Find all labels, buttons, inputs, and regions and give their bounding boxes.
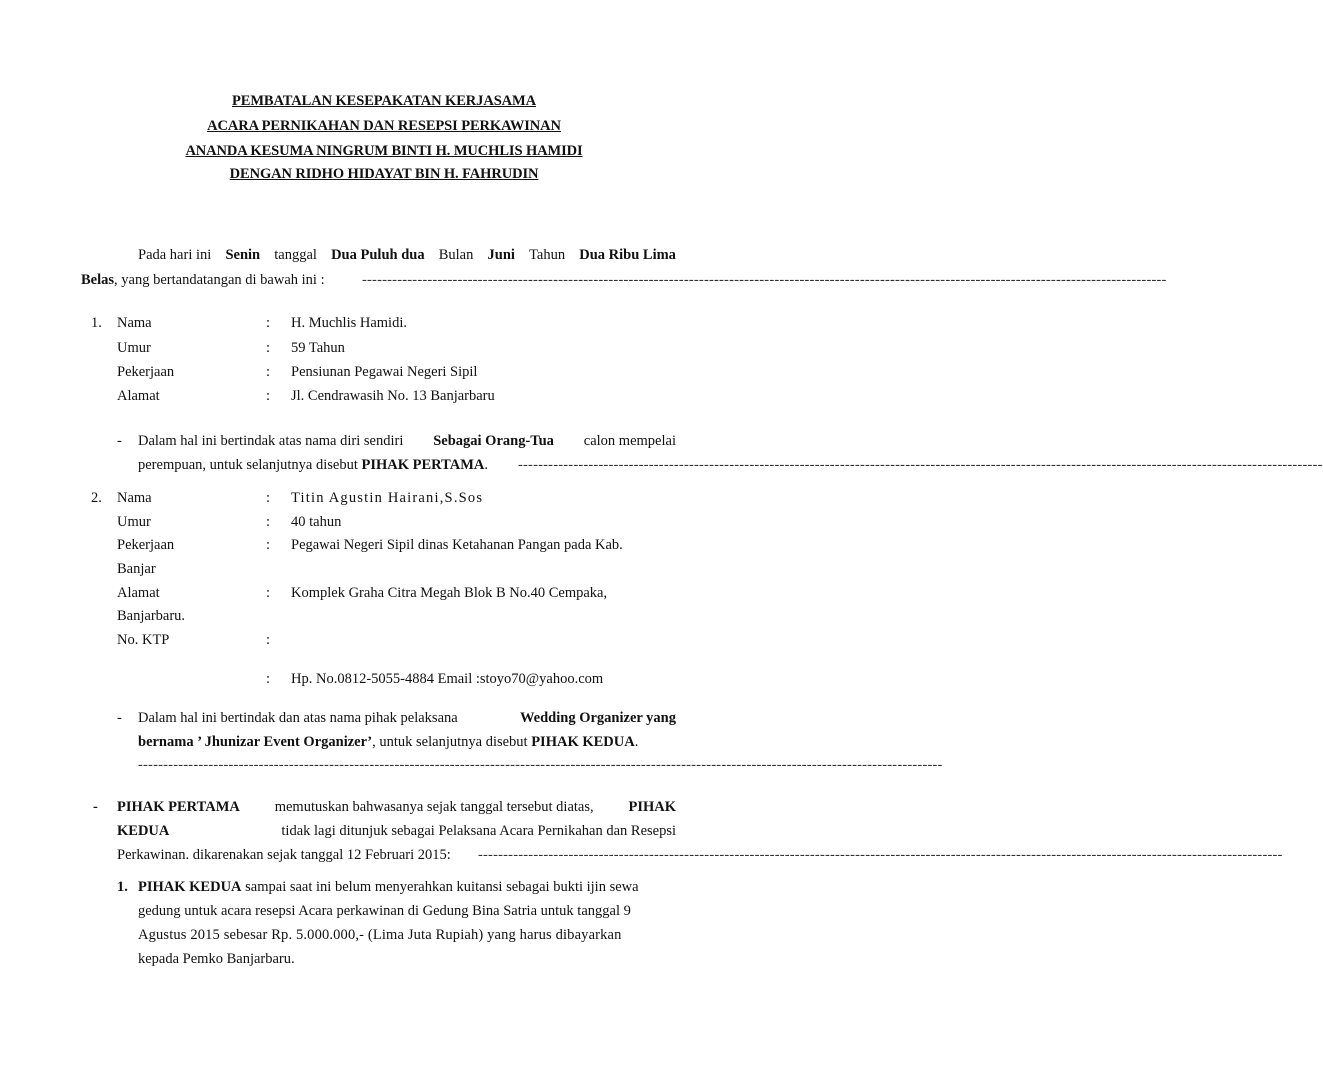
decision-line-3: Perkawinan. dikarenakan sejak tanggal 12 Februari 2015: (117, 847, 451, 863)
party1-age-colon: : (266, 340, 271, 356)
party1-note-text-c: calon mempelai (583, 433, 676, 449)
decision-bullet: - (93, 799, 98, 815)
party2-ktp-label: No. KTP (117, 632, 170, 648)
party2-organizer-name: bernama ’ Jhunizar Event Organizer’ (138, 734, 373, 750)
party1-note-line-2 (138, 457, 488, 474)
party1-note-bullet: - (117, 433, 122, 449)
party1-note-role: Sebagai Orang-Tua (433, 433, 554, 449)
party1-age: 59 Tahun (291, 340, 345, 356)
party1-designation: PIHAK PERTAMA (361, 457, 485, 473)
party2-ktp-colon: : (266, 632, 271, 648)
decision-party2: PIHAK (628, 799, 676, 815)
intro-text-3: Bulan (438, 247, 474, 263)
party2-age-label: Umur (117, 514, 151, 530)
party1-address: Jl. Cendrawasih No. 13 Banjarbaru (291, 388, 495, 404)
party1-job-colon: : (266, 364, 271, 380)
party1-number: 1. (91, 315, 102, 331)
decision-party2-cont: KEDUA (117, 823, 170, 839)
intro-text-5: , yang bertandatangan di bawah ini : (114, 272, 325, 288)
party2-contact: Hp. No.0812-5055-4884 Email :stoyo70@yahoo.com (291, 671, 604, 687)
party2-note-line-2 (138, 734, 638, 751)
point1-text-1: sampai saat ini belum menyerahkan kuitansi sebagai bukti ijin sewa (241, 879, 639, 895)
party1-name-label: Nama (117, 315, 152, 331)
intro-day: Senin (225, 247, 261, 263)
point1-line-2: gedung untuk acara resepsi Acara perkawinan di Gedung Bina Satria untuk tanggal 9 (138, 903, 631, 919)
party2-job: Pegawai Negeri Sipil dinas Ketahanan Pangan pada Kab. (291, 537, 623, 553)
decision-line-1 (117, 799, 676, 816)
party2-name: Titin Agustin Hairani,S.Sos (291, 490, 484, 506)
party1-name-colon: : (266, 315, 271, 331)
intro-text-1: Pada hari ini (138, 247, 212, 263)
party2-note-text-a: Dalam hal ini bertindak dan atas nama pihak pelaksana (138, 710, 458, 726)
decision-line-2 (117, 823, 676, 840)
party2-address: Komplek Graha Citra Megah Blok B No.40 Cempaka, (291, 585, 608, 601)
decision-text-2: tidak lagi ditunjuk sebagai Pelaksana Acara Pernikahan dan Resepsi (281, 823, 676, 839)
party2-job-label: Pekerjaan (117, 537, 175, 553)
intro-line-1 (138, 247, 676, 264)
party2-address-colon: : (266, 585, 271, 601)
title-line-1: PEMBATALAN KESEPAKATAN KERJASAMA (232, 93, 536, 109)
title-line-3: ANANDA KESUMA NINGRUM BINTI H. MUCHLIS HAMIDI (185, 143, 583, 159)
party1-note-text-d: perempuan, untuk selanjutnya disebut (138, 457, 362, 473)
party2-note-role: Wedding Organizer yang (519, 710, 676, 726)
point1-party: PIHAK KEDUA (138, 879, 242, 895)
intro-date: Dua Puluh dua (331, 247, 425, 263)
party1-job-label: Pekerjaan (117, 364, 175, 380)
decision-party1: PIHAK PERTAMA (117, 799, 240, 815)
intro-line-2 (81, 272, 325, 289)
intro-year: Dua Ribu Lima (579, 247, 676, 263)
party2-number: 2. (91, 490, 102, 506)
intro-month: Juni (487, 247, 515, 263)
party2-name-label: Nama (117, 490, 152, 506)
party2-note-line-1 (138, 710, 676, 727)
party1-address-colon: : (266, 388, 271, 404)
party1-note-text-a: Dalam hal ini bertindak atas nama diri sendiri (138, 433, 404, 449)
point1-line-3: Agustus 2015 sebesar Rp. 5.000.000,- (Lima Juta Rupiah) yang harus dibayarkan (138, 927, 622, 943)
party2-address-cont: Banjarbaru. (117, 608, 186, 624)
party2-job-colon: : (266, 537, 271, 553)
dash-fill: ---------------------------------------------------------------------------------------------------------------------------------------------------------------- (478, 847, 1283, 863)
party2-age: 40 tahun (291, 514, 342, 530)
party1-note-period: . (484, 457, 488, 473)
party2-note-period: . (634, 734, 639, 750)
title-line-2: ACARA PERNIKAHAN DAN RESEPSI PERKAWINAN (207, 118, 561, 134)
party2-note-bullet: - (117, 710, 122, 726)
decision-text-1: memutuskan bahwasanya sejak tanggal tersebut diatas, (274, 799, 594, 815)
party2-name-colon: : (266, 490, 271, 506)
party1-address-label: Alamat (117, 388, 160, 404)
party2-designation: PIHAK KEDUA (531, 734, 635, 750)
point1-number: 1. (117, 879, 128, 895)
party2-age-colon: : (266, 514, 271, 530)
party1-age-label: Umur (117, 340, 151, 356)
intro-year-cont: Belas (81, 272, 115, 288)
dash-fill: ---------------------------------------------------------------------------------------------------------------------------------------------------------------- (138, 757, 943, 773)
intro-text-2: tanggal (274, 247, 317, 263)
party2-note-text-b: , untuk selanjutnya disebut (372, 734, 532, 750)
intro-text-4: Tahun (529, 247, 566, 263)
party1-job: Pensiunan Pegawai Negeri Sipil (291, 364, 478, 380)
point1-line-4: kepada Pemko Banjarbaru. (138, 951, 295, 967)
party1-note-line-1 (138, 433, 676, 450)
party1-name: H. Muchlis Hamidi. (291, 315, 407, 331)
point1-line-1 (138, 879, 639, 896)
dash-fill: ---------------------------------------------------------------------------------------------------------------------------------------------------------------- (518, 457, 1323, 473)
title-line-4: DENGAN RIDHO HIDAYAT BIN H. FAHRUDIN (229, 166, 539, 182)
party2-contact-colon: : (266, 671, 271, 687)
party2-address-label: Alamat (117, 585, 160, 601)
party2-job-cont: Banjar (117, 561, 156, 577)
dash-fill: ---------------------------------------------------------------------------------------------------------------------------------------------------------------- (362, 272, 1167, 288)
